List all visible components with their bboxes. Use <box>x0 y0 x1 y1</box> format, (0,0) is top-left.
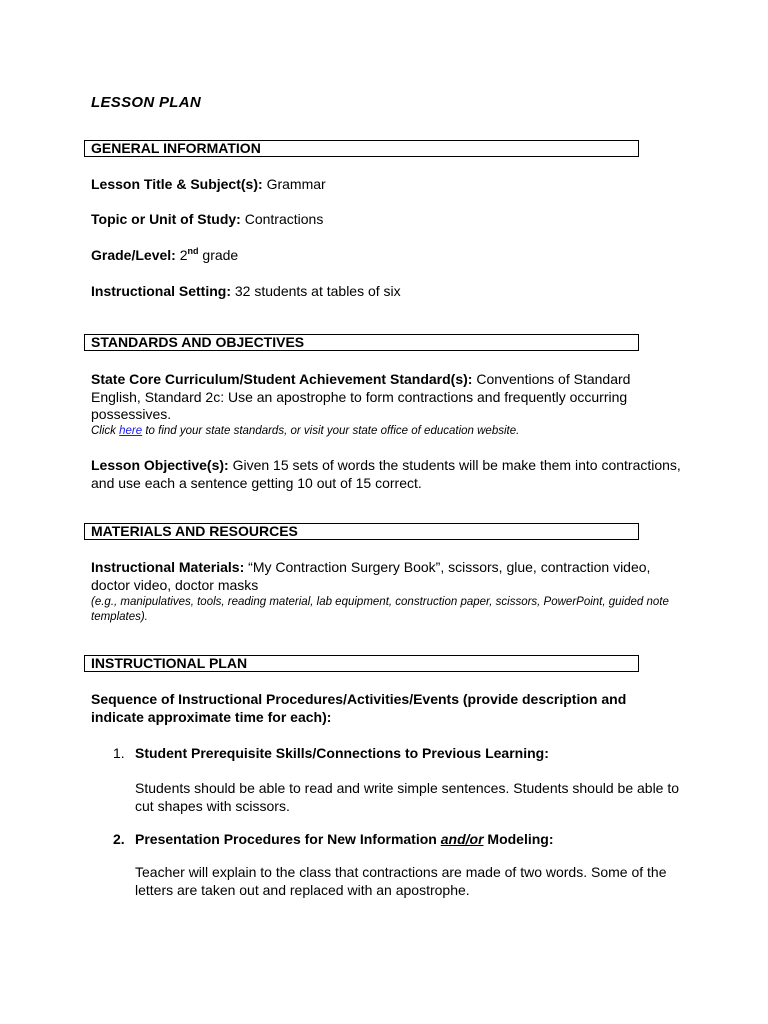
standard-field <box>91 371 681 424</box>
materials-examples: (e.g., manipulatives, tools, reading material, lab equipment, construction paper, scissors, PowerPoint, guided note templates). <box>91 596 669 623</box>
plan-item-1-title <box>113 745 693 763</box>
section-header-plan: INSTRUCTIONAL PLAN <box>84 655 639 672</box>
setting-value: 32 students at tables of six <box>234 283 401 299</box>
grade-suffix: grade <box>202 247 239 263</box>
objective-field <box>91 457 681 492</box>
lesson-title-value: Grammar <box>266 176 326 192</box>
plan-item-2-label-andor: and/or <box>440 831 484 847</box>
plan-item-1-label: Student Prerequisite Skills/Connections to Previous Learning: <box>135 745 549 761</box>
grade-number: 2 <box>179 247 188 263</box>
plan-item-2-label-c: Modeling: <box>487 831 554 847</box>
topic-label: Topic or Unit of Study: <box>91 211 241 227</box>
page-title: LESSON PLAN <box>91 94 201 111</box>
standards-note <box>91 424 681 439</box>
plan-item-1-number: 1. <box>113 745 125 761</box>
here-link[interactable]: here <box>119 425 143 437</box>
plan-item-2-body: Teacher will explain to the class that contractions are made of two words. Some of the letters are taken out and replaced with an apostrophe. <box>135 864 667 898</box>
click-prefix: Click <box>91 425 116 437</box>
grade-superscript: nd <box>187 246 199 256</box>
topic-value: Contractions <box>244 211 324 227</box>
materials-label: Instructional Materials: <box>91 559 245 575</box>
section-header-materials: MATERIALS AND RESOURCES <box>84 523 639 540</box>
objective-label: Lesson Objective(s): <box>91 457 229 473</box>
sequence-heading: Sequence of Instructional Procedures/Activities/Events (provide description and indicate approximate time for each): <box>91 691 627 725</box>
standard-label: State Core Curriculum/Student Achievement Standard(s): <box>91 371 473 387</box>
standard-value: Conventions of Standard English, Standard 2c: Use an apostrophe to form contractions and frequently occurring possessives. <box>91 371 631 422</box>
materials-value: “My Contraction Surgery Book”, scissors, glue, contraction video, doctor video, doctor masks <box>91 559 651 593</box>
grade-field <box>91 247 681 265</box>
plan-item-2-title <box>113 831 693 849</box>
lesson-title-label: Lesson Title & Subject(s): <box>91 176 263 192</box>
objective-value: Given 15 sets of words the students will be make them into contractions, and use each a sentence getting 10 out of 15 correct. <box>91 457 681 491</box>
topic-field <box>91 211 681 229</box>
section-header-general: GENERAL INFORMATION <box>84 140 639 157</box>
section-header-standards: STANDARDS AND OBJECTIVES <box>84 334 639 351</box>
setting-field <box>91 283 681 301</box>
click-suffix: to find your state standards, or visit your state office of education website. <box>145 425 520 437</box>
materials-field <box>91 559 681 594</box>
plan-item-2-label-a: Presentation Procedures for New Information <box>135 831 437 847</box>
lesson-title-field <box>91 176 681 194</box>
grade-label: Grade/Level: <box>91 247 176 263</box>
plan-item-1-body: Students should be able to read and write simple sentences. Students should be able to cut shapes with scissors. <box>135 780 680 814</box>
plan-item-2-number: 2. <box>113 831 125 847</box>
setting-label: Instructional Setting: <box>91 283 231 299</box>
